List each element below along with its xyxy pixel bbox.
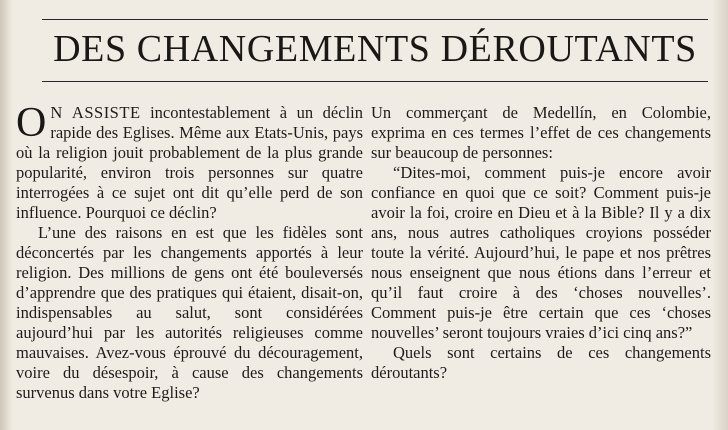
merchant-quote: “Dites-moi, comment puis-je encore avoir confiance en quoi que ce soit? Comment puis-je avoir la foi, croire en Dieu et à la Bible? Il y a dix ans, nous autres catholiques croyions posséder toute la vérité. Aujourd’hui, le pape et nos prêtres nous enseignent que nous étions dans l’erreur et qu’il faut croire à des ‘choses nouvelles’. Comment puis-je être certain que ces ‘choses nouvelles’ seront toujours vraies d’ici cinq ans?” — [371, 163, 711, 342]
right-paragraph-1: Un commerçant de Medellín, en Colombie, exprima en ces termes l’effet de ces changements sur beaucoup de personnes: — [371, 103, 711, 162]
title-top-rule — [42, 19, 708, 20]
left-column — [16, 100, 364, 403]
right-page-edge — [712, 0, 728, 430]
left-paragraph-1-text: incontestablement à un déclin rapide des Eglises. Même aux Etats-Unis, pays où la religion jouit probablement de la plus grande popularité, environ trois personnes sur quatre interrogées à ce sujet ont dit qu’elle perd de son influence. Pourquoi ce déclin? — [16, 103, 364, 222]
left-page-edge — [0, 0, 12, 430]
lead-in-caps: N ASSISTE — [50, 103, 141, 122]
drop-cap: O — [16, 100, 47, 146]
right-paragraph-3: Quels sont certains de ces changements déroutants? — [371, 343, 711, 382]
right-column — [371, 103, 711, 383]
left-paragraph-2: L’une des raisons en est que les fidèles sont déconcertés par les changements apportés à leur religion. Des millions de gens ont été bouleversés d’apprendre que des pratiques qui étaient, disait-on, indispensables au salut, sont considérées aujourd’hui par les autorités religieuses comme mauvaises. Avez-vous éprouvé du découragement, voire du désespoir, à cause des changements survenus dans votre Eglise? — [16, 223, 363, 402]
left-paragraph-1 — [16, 100, 364, 223]
article-title: DES CHANGEMENTS DÉROUTANTS — [53, 28, 697, 70]
title-bottom-rule — [42, 81, 708, 82]
